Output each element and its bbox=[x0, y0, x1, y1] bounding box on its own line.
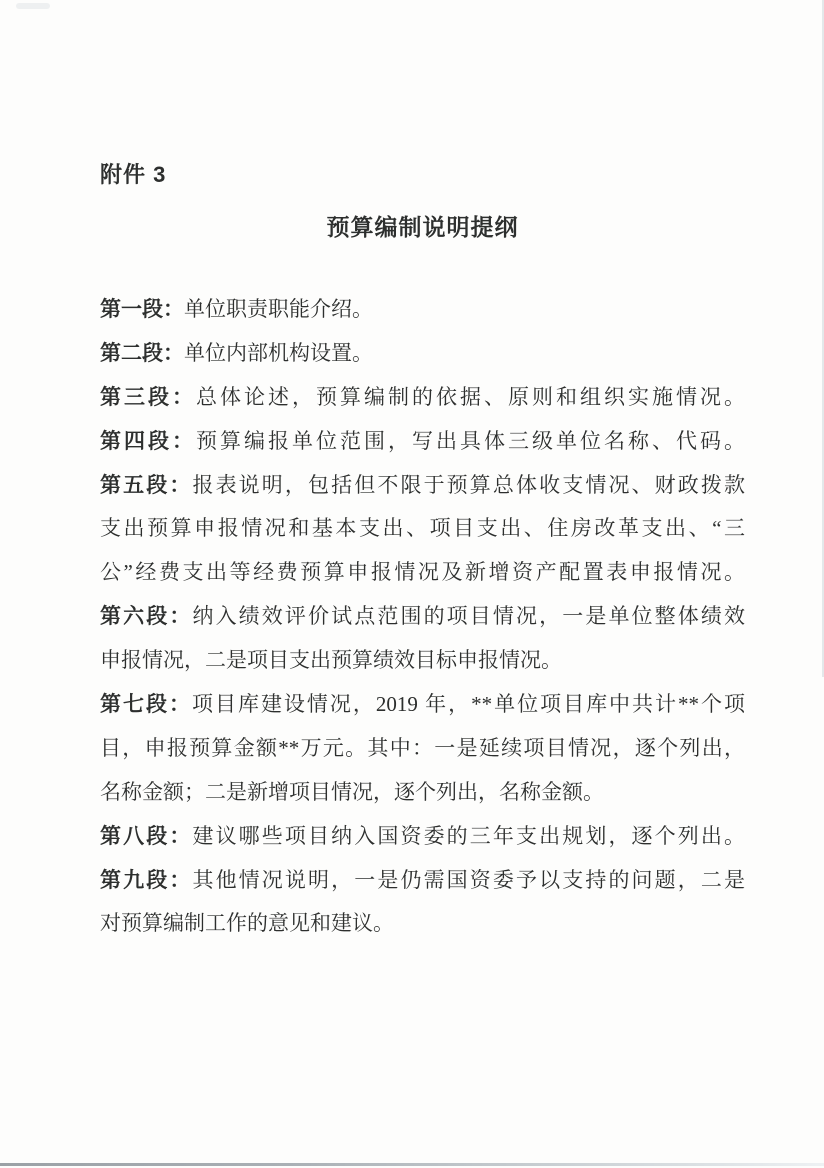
paragraph-label: 第三段： bbox=[100, 385, 196, 409]
paragraph-line bbox=[100, 507, 745, 551]
paragraph-line bbox=[100, 859, 745, 903]
paragraph-line bbox=[100, 420, 745, 464]
paragraph-6 bbox=[100, 595, 745, 683]
paragraph-4 bbox=[100, 420, 745, 464]
document-title: 预算编制说明提纲 bbox=[326, 214, 519, 240]
paragraph-line bbox=[100, 551, 745, 595]
paragraph-label: 第八段： bbox=[100, 824, 193, 848]
paragraph-text: 申报情况，二是项目支出预算绩效目标申报情况。 bbox=[100, 648, 562, 673]
paragraph-text: 项目库建设情况，2019 年，**单位项目库中共计**个项 bbox=[191, 692, 745, 717]
paragraph-label: 第五段： bbox=[100, 473, 193, 497]
attachment-label: 附件 3 bbox=[100, 162, 167, 187]
paragraph-1 bbox=[100, 288, 745, 332]
paragraph-text: 单位内部机构设置。 bbox=[184, 340, 373, 365]
document-body bbox=[100, 288, 745, 946]
paragraph-text: 建议哪些项目纳入国资委的三年支出规划，逐个列出。 bbox=[192, 823, 745, 848]
paragraph-text: 支出预算申报情况和基本支出、项目支出、住房改革支出、“三 bbox=[100, 516, 745, 541]
paragraph-line bbox=[100, 376, 745, 420]
paragraph-text: 总体论述，预算编制的依据、原则和组织实施情况。 bbox=[196, 384, 745, 409]
paragraph-text: 报表说明，包括但不限于预算总体收支情况、财政拨款 bbox=[192, 472, 745, 497]
paragraph-label: 第一段： bbox=[100, 298, 184, 321]
paragraph-label: 第九段： bbox=[100, 868, 193, 892]
paragraph-line bbox=[100, 288, 745, 332]
paragraph-text: 公”经费支出等经费预算申报情况及新增资产配置表申报情况。 bbox=[100, 560, 745, 585]
paragraph-label: 第二段： bbox=[100, 341, 184, 365]
paragraph-label: 第四段： bbox=[100, 429, 196, 453]
scan-artifact-smudge bbox=[16, 3, 50, 9]
paragraph-3 bbox=[100, 376, 745, 420]
paragraph-line bbox=[100, 464, 745, 508]
paragraph-line bbox=[100, 902, 745, 946]
scan-artifact-bottom-edge bbox=[0, 1163, 824, 1166]
paragraph-2 bbox=[100, 332, 745, 376]
paragraph-text: 名称金额；二是新增项目情况，逐个列出，名称金额。 bbox=[100, 779, 604, 804]
paragraph-text: 目，申报预算金额**万元。其中：一是延续项目情况，逐个列出， bbox=[100, 735, 745, 760]
paragraph-line bbox=[100, 639, 745, 683]
paragraph-8 bbox=[100, 815, 745, 859]
paragraph-7 bbox=[100, 683, 745, 815]
paragraph-5 bbox=[100, 464, 745, 596]
paragraph-text: 预算编报单位范围，写出具体三级单位名称、代码。 bbox=[196, 428, 745, 453]
paragraph-label: 第六段： bbox=[100, 605, 193, 629]
paragraph-9 bbox=[100, 859, 745, 947]
paragraph-line bbox=[100, 771, 745, 815]
paragraph-line bbox=[100, 332, 745, 376]
paragraph-line bbox=[100, 815, 745, 859]
paragraph-label: 第七段： bbox=[100, 693, 192, 717]
paragraph-text: 单位职责职能介绍。 bbox=[184, 297, 373, 321]
paragraph-line bbox=[100, 595, 745, 639]
paragraph-line bbox=[100, 727, 745, 771]
paragraph-text: 其他情况说明，一是仍需国资委予以支持的问题，二是 bbox=[192, 867, 745, 892]
paragraph-text: 纳入绩效评价试点范围的项目情况，一是单位整体绩效 bbox=[192, 604, 745, 629]
paragraph-line bbox=[100, 683, 745, 727]
paragraph-text: 对预算编制工作的意见和建议。 bbox=[100, 911, 394, 936]
